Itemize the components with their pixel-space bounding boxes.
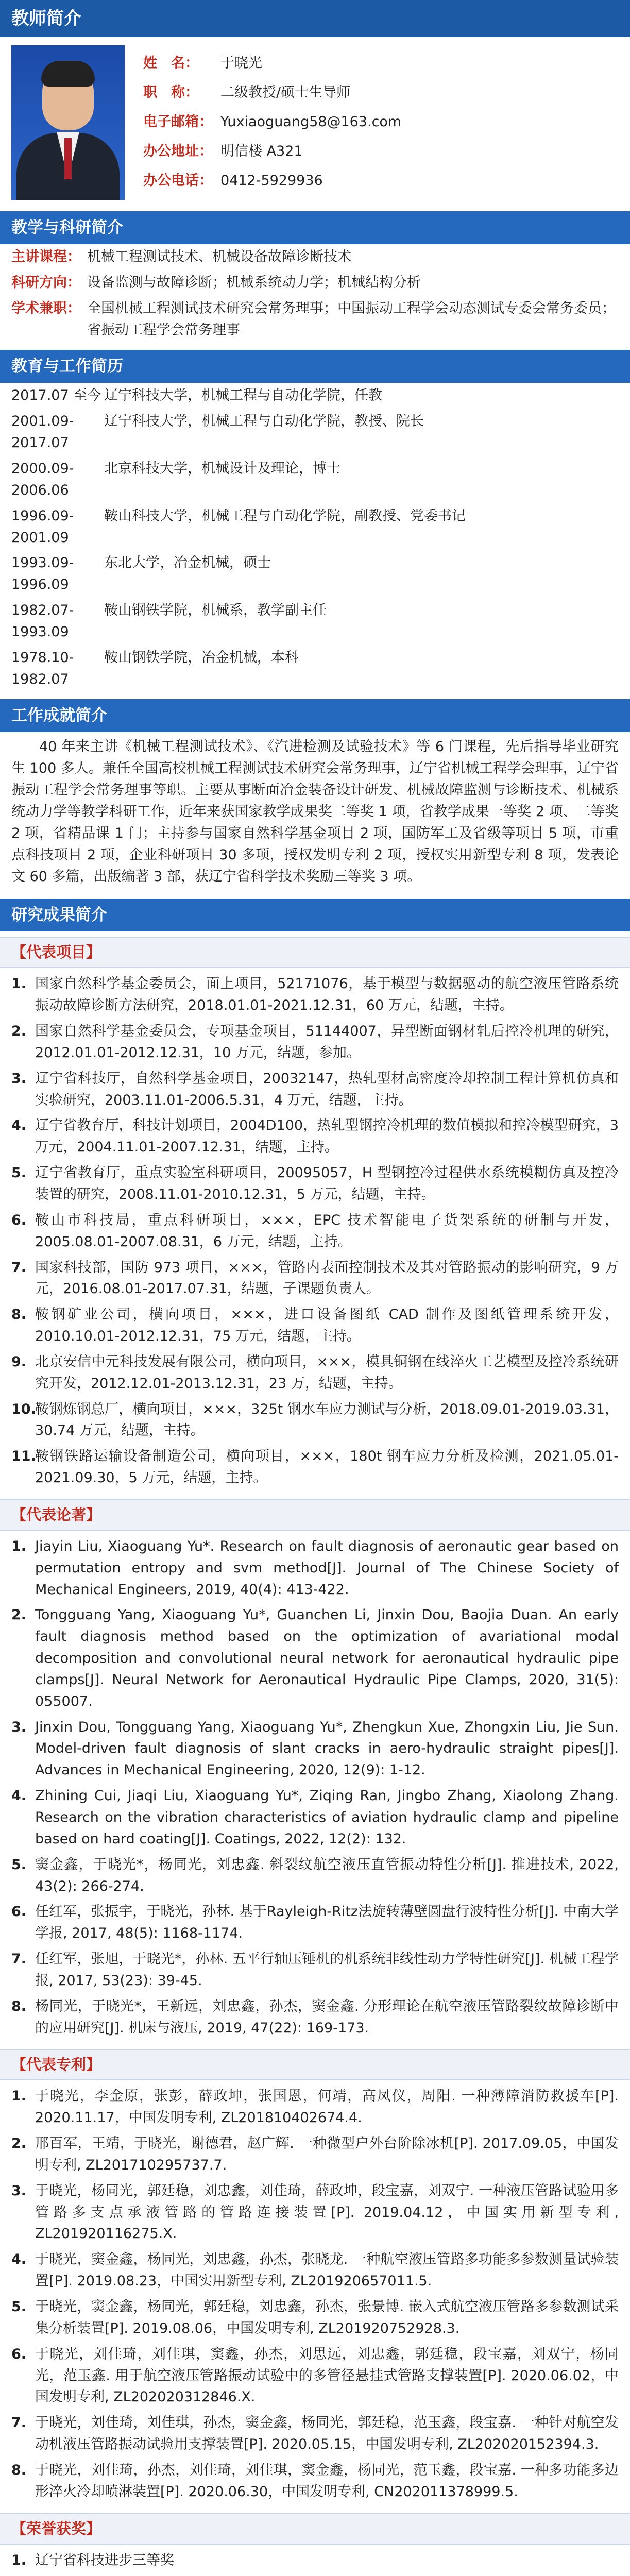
teaching-row-positions bbox=[0, 296, 630, 343]
education-text: 辽宁科技大学，机械工程与自动化学院，教授、院长 bbox=[104, 413, 424, 430]
education-date: 1982.07-1993.09 bbox=[11, 602, 74, 640]
education-text: 北京科技大学，机械设计及理论，博士 bbox=[104, 461, 340, 477]
education-row bbox=[0, 383, 630, 409]
paper-item-text: 窦金鑫，于晓光*，杨同光，刘忠鑫. 斜裂纹航空液压直管振动特性分析[J]. 推进技术, 2022, 43(2): 266-274. bbox=[35, 1856, 619, 1894]
awards-title: 【荣誉获奖】 bbox=[0, 2513, 630, 2545]
patent-item-text: 于晓光，窦金鑫，杨同光，郭廷稳，刘忠鑫，孙杰，张景博. 嵌入式航空液压管路多参数测试采集分析装置[P]. 2019.08.06，中国发明专利, ZL201920752928.3. bbox=[35, 2298, 619, 2336]
project-item-text: 北京安信中元科技发展有限公司，横向项目，×××，模具铜钢在线淬火工艺模型及控冷系统研究开发，2012.12.01-2013.12.31，23 万，结题，主持。 bbox=[35, 1353, 619, 1392]
patent-item bbox=[11, 2247, 619, 2294]
education-row bbox=[0, 598, 630, 645]
paper-item-number: 8. bbox=[11, 1998, 27, 2014]
project-item-number: 5. bbox=[11, 1165, 27, 1181]
project-item-number: 7. bbox=[11, 1259, 27, 1276]
teaching-key: 主讲课程： bbox=[11, 249, 81, 265]
project-item bbox=[11, 1349, 619, 1397]
paper-item-text: 任红军，张振宇，于晓光，孙林. 基于Rayleigh-Ritz法旋转薄壁圆盘行波特性分析[J]. 中南大学学报, 2017, 48(5): 1168-1174. bbox=[35, 1904, 619, 1942]
education-row bbox=[0, 645, 630, 692]
project-item-text: 辽宁省教育厅，科技计划项目，2004D100，热轧型钢控冷机理的数值模拟和控冷模型研究，3 万元，2004.11.01-2007.12.31，结题，主持。 bbox=[35, 1117, 619, 1156]
patent-item-number: 8. bbox=[11, 2462, 27, 2478]
project-item bbox=[11, 1397, 619, 1444]
project-item-text: 鞍钢矿业公司，横向项目，×××，进口设备图纸 CAD 制作及图纸管理系统开发，2010.10.01-2012.12.31，75 万元，结题，主持。 bbox=[35, 1307, 619, 1345]
patent-item-text: 邢百军，王靖，于晓光，谢德君，赵广辉. 一种微型户外台阶除冰机[P]. 2017.09.05，中国发明专利, ZL201710295737.7. bbox=[35, 2136, 619, 2173]
project-item-number: 8. bbox=[11, 1307, 27, 1323]
project-item bbox=[11, 1255, 619, 1302]
project-item bbox=[11, 1444, 619, 1491]
project-item-text: 鞍钢炼钢总厂，横向项目，×××，325t 钢水车应力测试与分析，2018.09.01-2019.03.31，30.74 万元，结题，主持。 bbox=[35, 1401, 619, 1439]
profile-row-title bbox=[143, 78, 401, 107]
paper-item-number: 6. bbox=[11, 1904, 27, 1920]
paper-item-number: 5. bbox=[11, 1856, 27, 1873]
teaching-row-research bbox=[0, 270, 630, 296]
project-item-number: 6. bbox=[11, 1212, 27, 1228]
patent-item bbox=[11, 2342, 619, 2411]
patent-item bbox=[11, 2178, 619, 2247]
paper-item-text: 任红军，张旭，于晓光*，孙林. 五平行轴压锤机的机系统非线性动力学特性研究[J]. 机械工程学报, 2017, 53(23): 39-45. bbox=[35, 1951, 619, 1989]
education-date: 1996.09-2001.09 bbox=[11, 507, 74, 546]
education-date: 1978.10-1982.07 bbox=[11, 649, 74, 687]
paper-item-number: 7. bbox=[11, 1951, 27, 1968]
patent-item-number: 6. bbox=[11, 2346, 27, 2362]
project-item bbox=[11, 1066, 619, 1113]
project-item-number: 3. bbox=[11, 1070, 27, 1087]
award-item-text: 辽宁省科技进步三等奖 bbox=[35, 2552, 174, 2568]
profile-key: 办公电话： bbox=[143, 172, 213, 189]
profile-key: 电子邮箱： bbox=[143, 113, 213, 130]
patent-item bbox=[11, 2458, 619, 2505]
project-item-number: 11. bbox=[11, 1448, 36, 1465]
profile-row-name bbox=[143, 48, 401, 78]
profile-key: 姓 名： bbox=[143, 55, 199, 71]
project-item bbox=[11, 1208, 619, 1255]
paper-item bbox=[11, 1715, 619, 1784]
patent-item-text: 于晓光，刘佳琦，刘佳琪，孙杰，窦金鑫，杨同光，郭廷稳，范玉鑫，段宝嘉. 一种针对航空发动机液压管路振动试验用支撑装置[P]. 2020.05.15，中国发明专利, ZL202020152394.3. bbox=[35, 2415, 619, 2453]
section-research-title: 研究成果简介 bbox=[0, 899, 630, 931]
education-text: 鞍山科技大学，机械工程与自动化学院，副教授、党委书记 bbox=[104, 507, 466, 524]
paper-item bbox=[11, 1994, 619, 2041]
project-item-text: 辽宁省科技厅，自然科学基金项目，20032147，热轧型材高密度冷却控制工程计算机仿真和实验研究，2003.11.01-2006.5.31，4 万元，结题，主持。 bbox=[35, 1070, 619, 1108]
patent-item bbox=[11, 2294, 619, 2342]
papers-title: 【代表论著】 bbox=[0, 1499, 630, 1531]
paper-item-number: 4. bbox=[11, 1788, 27, 1804]
paper-item-text: Tongguang Yang, Xiaoguang Yu*, Guanchen Li, Jinxin Dou, Baojia Duan. An early fault diagnosis method based on the optimization of avariational modal decomposition and convolutional neural network for aeronautical hydraulic pipe clamps[J]. Neural Network for Aeronautical Hydraulic Pipe Clamps, 2020, 31(5): 055007. bbox=[35, 1607, 619, 1709]
project-item-number: 4. bbox=[11, 1117, 27, 1134]
profile-row-email bbox=[143, 107, 401, 137]
patent-item-number: 4. bbox=[11, 2251, 27, 2268]
project-item-number: 10. bbox=[11, 1401, 36, 1417]
paper-item-text: Zhining Cui, Jiaqi Liu, Xiaoguang Yu*, Ziqing Ran, Jingbo Zhang, Xiaolong Zhang. Research on the vibration characteristics of aviation hydraulic clamp and pipeline based on hard coating[J]. Coatings, 2022, 12(2): 132. bbox=[35, 1788, 619, 1847]
education-text: 鞍山钢铁学院，机械系，教学副主任 bbox=[104, 602, 327, 619]
patent-item bbox=[11, 2410, 619, 2458]
patents-title: 【代表专利】 bbox=[0, 2049, 630, 2080]
paper-item bbox=[11, 1534, 619, 1603]
profile-row-office bbox=[143, 137, 401, 166]
patent-item-text: 于晓光，刘佳琦，刘佳琪，窦鑫，孙杰，刘思远，刘忠鑫，郭廷稳，段宝嘉，刘双宁，杨同光，范玉鑫. 用于航空液压管路振动试验中的多管径悬挂式管路支撑装置[P]. 2020.06.02，中国发明专利, ZL202020312846.X. bbox=[35, 2346, 619, 2405]
paper-item bbox=[11, 1852, 619, 1900]
paper-item-number: 2. bbox=[11, 1607, 27, 1623]
paper-item-number: 1. bbox=[11, 1538, 27, 1554]
project-item-text: 国家自然科学基金委员会，面上项目，52171076，基于模型与数据驱动的航空液压管路系统振动故障诊断方法研究，2018.01.01-2021.12.31，60 万元，结题，主持。 bbox=[35, 976, 619, 1014]
patent-item-text: 于晓光，刘佳琦，孙杰，刘佳琦，刘佳琪，窦金鑫，杨同光，范玉鑫，段宝嘉. 一种多功能多边形淬火冷却喷淋装置[P]. 2020.06.30，中国发明专利, CN202011378999.5. bbox=[35, 2462, 619, 2500]
profile-card bbox=[0, 37, 630, 204]
award-item bbox=[11, 2573, 619, 2576]
project-item-text: 鞍钢铁路运输设备制造公司，横向项目，×××，180t 钢车应力分析及检测，2021.05.01-2021.09.30，5 万元，结题，主持。 bbox=[35, 1448, 619, 1486]
awards-list bbox=[0, 2545, 630, 2576]
profile-row-phone bbox=[143, 166, 401, 195]
teaching-positions: 全国机械工程测试技术研究会常务理事；中国振动工程学会动态测试专委会常务委员；省振动工程学会常务理事 bbox=[87, 300, 616, 338]
section-teaching-title: 教学与科研简介 bbox=[0, 211, 630, 244]
project-item bbox=[11, 1113, 619, 1160]
patent-item-number: 3. bbox=[11, 2182, 27, 2199]
education-row bbox=[0, 550, 630, 598]
profile-title: 二级教授/硕士生导师 bbox=[220, 84, 351, 100]
paper-item bbox=[11, 1783, 619, 1852]
teaching-courses: 机械工程测试技术、机械设备故障诊断技术 bbox=[87, 249, 351, 265]
patents-list bbox=[0, 2080, 630, 2507]
teaching-key: 学术兼职： bbox=[11, 300, 81, 316]
teaching-research: 设备监测与故障诊断；机械系统动力学；机械结构分析 bbox=[87, 274, 421, 291]
paper-item bbox=[11, 1899, 619, 1946]
paper-item-text: Jinxin Dou, Tongguang Yang, Xiaoguang Yu*, Zhengkun Xue, Zhongxin Liu, Jie Sun. Model-driven fault diagnosis of slant cracks in aero-hydraulic straight pipes[J]. Advances in Mechanical Engineering, 2020, 12(9): 1-12. bbox=[35, 1719, 619, 1778]
teacher-photo bbox=[11, 45, 125, 200]
award-item bbox=[11, 2548, 619, 2573]
patent-item-text: 于晓光，杨同光，郭廷稳，刘忠鑫，刘佳琦，薛政坤，段宝嘉，刘双宁. 一种液压管路试验用多管路多支点承液管路的管路连接装置[P]. 2019.04.12，中国实用新型专利, ZL201920116275.X. bbox=[35, 2182, 619, 2242]
patent-item-number: 1. bbox=[11, 2088, 27, 2105]
education-row bbox=[0, 409, 630, 456]
project-item bbox=[11, 1160, 619, 1208]
patent-item-number: 5. bbox=[11, 2298, 27, 2315]
projects-list bbox=[0, 968, 630, 1494]
patent-item-number: 2. bbox=[11, 2136, 27, 2152]
profile-email[interactable]: Yuxiaoguang58@163.com bbox=[220, 113, 402, 130]
award-item-number: 1. bbox=[11, 2552, 27, 2568]
project-item-number: 9. bbox=[11, 1353, 27, 1370]
education-list bbox=[0, 383, 630, 692]
profile-office: 明信楼 A321 bbox=[220, 143, 303, 159]
paper-item-text: 杨同光，于晓光*，王新远，刘忠鑫，孙杰，窦金鑫. 分形理论在航空液压管路裂纹故障诊断中的应用研究[J]. 机床与液压, 2019, 47(22): 169-173. bbox=[35, 1998, 619, 2036]
paper-item bbox=[11, 1946, 619, 1994]
education-date: 1993.09-1996.09 bbox=[11, 555, 74, 593]
project-item bbox=[11, 1019, 619, 1066]
education-date: 2000.09-2006.06 bbox=[11, 461, 74, 498]
patent-item-number: 7. bbox=[11, 2415, 27, 2431]
education-date: 2017.07 至今 bbox=[11, 387, 101, 404]
papers-list bbox=[0, 1531, 630, 2044]
profile-phone: 0412-5929936 bbox=[220, 172, 323, 189]
paper-item-number: 3. bbox=[11, 1719, 27, 1735]
patent-item bbox=[11, 2083, 619, 2131]
profile-key: 办公地址： bbox=[143, 143, 213, 159]
teaching-row-courses bbox=[0, 244, 630, 270]
profile-info bbox=[125, 45, 401, 200]
project-item bbox=[11, 1302, 619, 1349]
education-row bbox=[0, 456, 630, 503]
teaching-key: 科研方向： bbox=[11, 274, 81, 291]
page-title: 教师简介 bbox=[0, 0, 630, 37]
section-achievements-title: 工作成就简介 bbox=[0, 699, 630, 732]
project-item bbox=[11, 971, 619, 1019]
paper-item bbox=[11, 1602, 619, 1714]
project-item-text: 辽宁省教育厅，重点实验室科研项目，20095057，H 型钢控冷过程供水系统模糊仿真及控冷装置的研究，2008.11.01-2010.12.31，5 万元，结题，主持。 bbox=[35, 1165, 619, 1202]
profile-key: 职 称： bbox=[143, 84, 199, 100]
patent-item-text: 于晓光，李金原，张彭，薛政坤，张国恩，何靖，高凤仪，周阳. 一种薄障消防救援车[P]. 2020.11.17，中国发明专利, ZL201810402674.4. bbox=[35, 2088, 619, 2126]
project-item-text: 国家自然科学基金委员会，专项基金项目，51144007，异型断面钢材轧后控冷机理的研究，2012.01.01-2012.12.31，10 万元，结题，参加。 bbox=[35, 1023, 619, 1061]
education-row bbox=[0, 503, 630, 551]
achievements-text: 40 年来主讲《机械工程测试技术》、《汽进检测及试验技术》等 6 门课程，先后指导毕业研究生 100 多人。兼任全国高校机械工程测试技术研究会常务理事，辽宁省机械工程学会理事，辽宁省振动工程学会常务理事等职。主要从事断面冶金装备设计研发、机械故障监测与诊断技术、机械系统动力学等教学科研工作，近年来获国家教学成果奖二等奖 1 项，省教学成果一等奖 2 项、二等奖 2 项，省精品课 1 门；主持参与国家自然科学基金项目 2 项，国防军工及省级等项目 5 项，市重点科技项目 2 项，企业科研项目 30 多项，授权发明专利 2 项，授权实用新型专利 8 项，发表论文 60 多篇，出版编著 3 部，获辽宁省科学技术奖励三等奖 3 项。 bbox=[11, 739, 619, 885]
section-education-title: 教育与工作简历 bbox=[0, 350, 630, 383]
profile-name: 于晓光 bbox=[220, 55, 262, 71]
project-item-text: 国家科技部，国防 973 项目，×××，管路内表面控制技术及其对管路振动的影响研究，9 万元，2016.08.01-2017.07.31，结题，子课题负责人。 bbox=[35, 1259, 619, 1297]
patent-item bbox=[11, 2131, 619, 2178]
projects-title: 【代表项目】 bbox=[0, 937, 630, 968]
education-text: 东北大学，冶金机械，硕士 bbox=[104, 555, 271, 571]
paper-item-text: Jiayin Liu, Xiaoguang Yu*. Research on fault diagnosis of aeronautic gear based on permutation entropy and svm method[J]. Journal of The Chinese Society of Mechanical Engineers, 2019, 40(4): 413-422. bbox=[35, 1538, 619, 1598]
project-item-text: 鞍山市科技局，重点科研项目，×××，EPC 技术智能电子货架系统的研制与开发，2005.08.01-2007.08.31，6 万元，结题，主持。 bbox=[35, 1212, 619, 1250]
patent-item-text: 于晓光，窦金鑫，杨同光，刘忠鑫，孙杰，张晓龙. 一种航空液压管路多功能多参数测量试验装置[P]. 2019.08.23，中国实用新型专利, ZL201920657011.5. bbox=[35, 2251, 619, 2290]
project-item-number: 1. bbox=[11, 976, 27, 992]
education-text: 辽宁科技大学，机械工程与自动化学院，任教 bbox=[104, 387, 382, 404]
education-date: 2001.09-2017.07 bbox=[11, 413, 74, 451]
project-item-number: 2. bbox=[11, 1023, 27, 1040]
education-text: 鞍山钢铁学院，冶金机械，本科 bbox=[104, 649, 299, 666]
